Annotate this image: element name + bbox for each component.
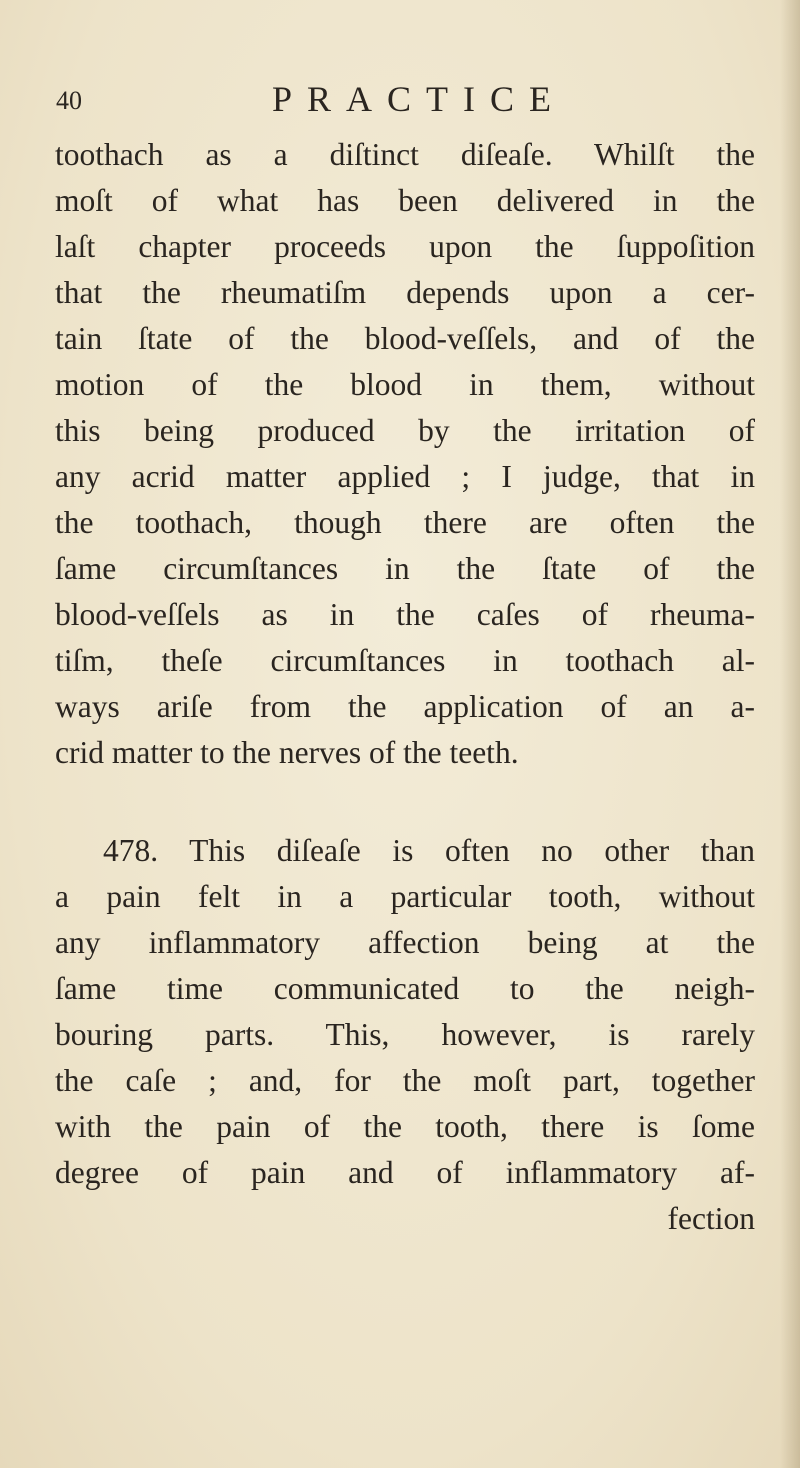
text-line: any inflammatory affection being at the bbox=[55, 925, 755, 960]
text-line: ſame time communicated to the neigh- bbox=[55, 971, 755, 1006]
text-line: a pain felt in a particular tooth, without bbox=[55, 879, 755, 914]
text-line: motion of the blood in them, without bbox=[55, 367, 755, 402]
page-number: 40 bbox=[56, 86, 82, 115]
page-header bbox=[56, 78, 696, 122]
text-line: toothach as a diſtinct diſeaſe. Whilſt the bbox=[55, 137, 755, 172]
text-line: this being produced by the irritation of bbox=[55, 413, 755, 448]
text-line: ſame circumſtances in the ſtate of the bbox=[55, 551, 755, 586]
text-line: crid matter to the nerves of the teeth. bbox=[55, 735, 519, 770]
text-line: with the pain of the tooth, there is ſome bbox=[55, 1109, 755, 1144]
catchword: fection bbox=[667, 1201, 755, 1236]
body-text bbox=[55, 132, 755, 1242]
text-line: tain ſtate of the blood-veſſels, and of the bbox=[55, 321, 755, 356]
paragraph-1 bbox=[55, 132, 755, 776]
text-line: the caſe ; and, for the moſt part, together bbox=[55, 1063, 755, 1098]
text-line: tiſm, theſe circumſtances in toothach al- bbox=[55, 643, 755, 678]
text-line: ways ariſe from the application of an a- bbox=[55, 689, 755, 724]
paragraph-2 bbox=[55, 828, 755, 1196]
text-line: bouring parts. This, however, is rarely bbox=[55, 1017, 755, 1052]
text-line: any acrid matter applied ; I judge, that in bbox=[55, 459, 755, 494]
text-line: that the rheumatiſm depends upon a cer- bbox=[55, 275, 755, 310]
text-line: blood-veſſels as in the caſes of rheuma- bbox=[55, 597, 755, 632]
paragraph-gap bbox=[55, 776, 755, 828]
page-edge-shadow bbox=[780, 0, 800, 1468]
running-head: PRACTICE bbox=[272, 79, 567, 119]
text-line: 478. This diſeaſe is often no other than bbox=[103, 833, 755, 868]
text-line: the toothach, though there are often the bbox=[55, 505, 755, 540]
text-line: laſt chapter proceeds upon the ſuppoſition bbox=[55, 229, 755, 264]
text-line: degree of pain and of inflammatory af- bbox=[55, 1155, 755, 1190]
text-line: moſt of what has been delivered in the bbox=[55, 183, 755, 218]
